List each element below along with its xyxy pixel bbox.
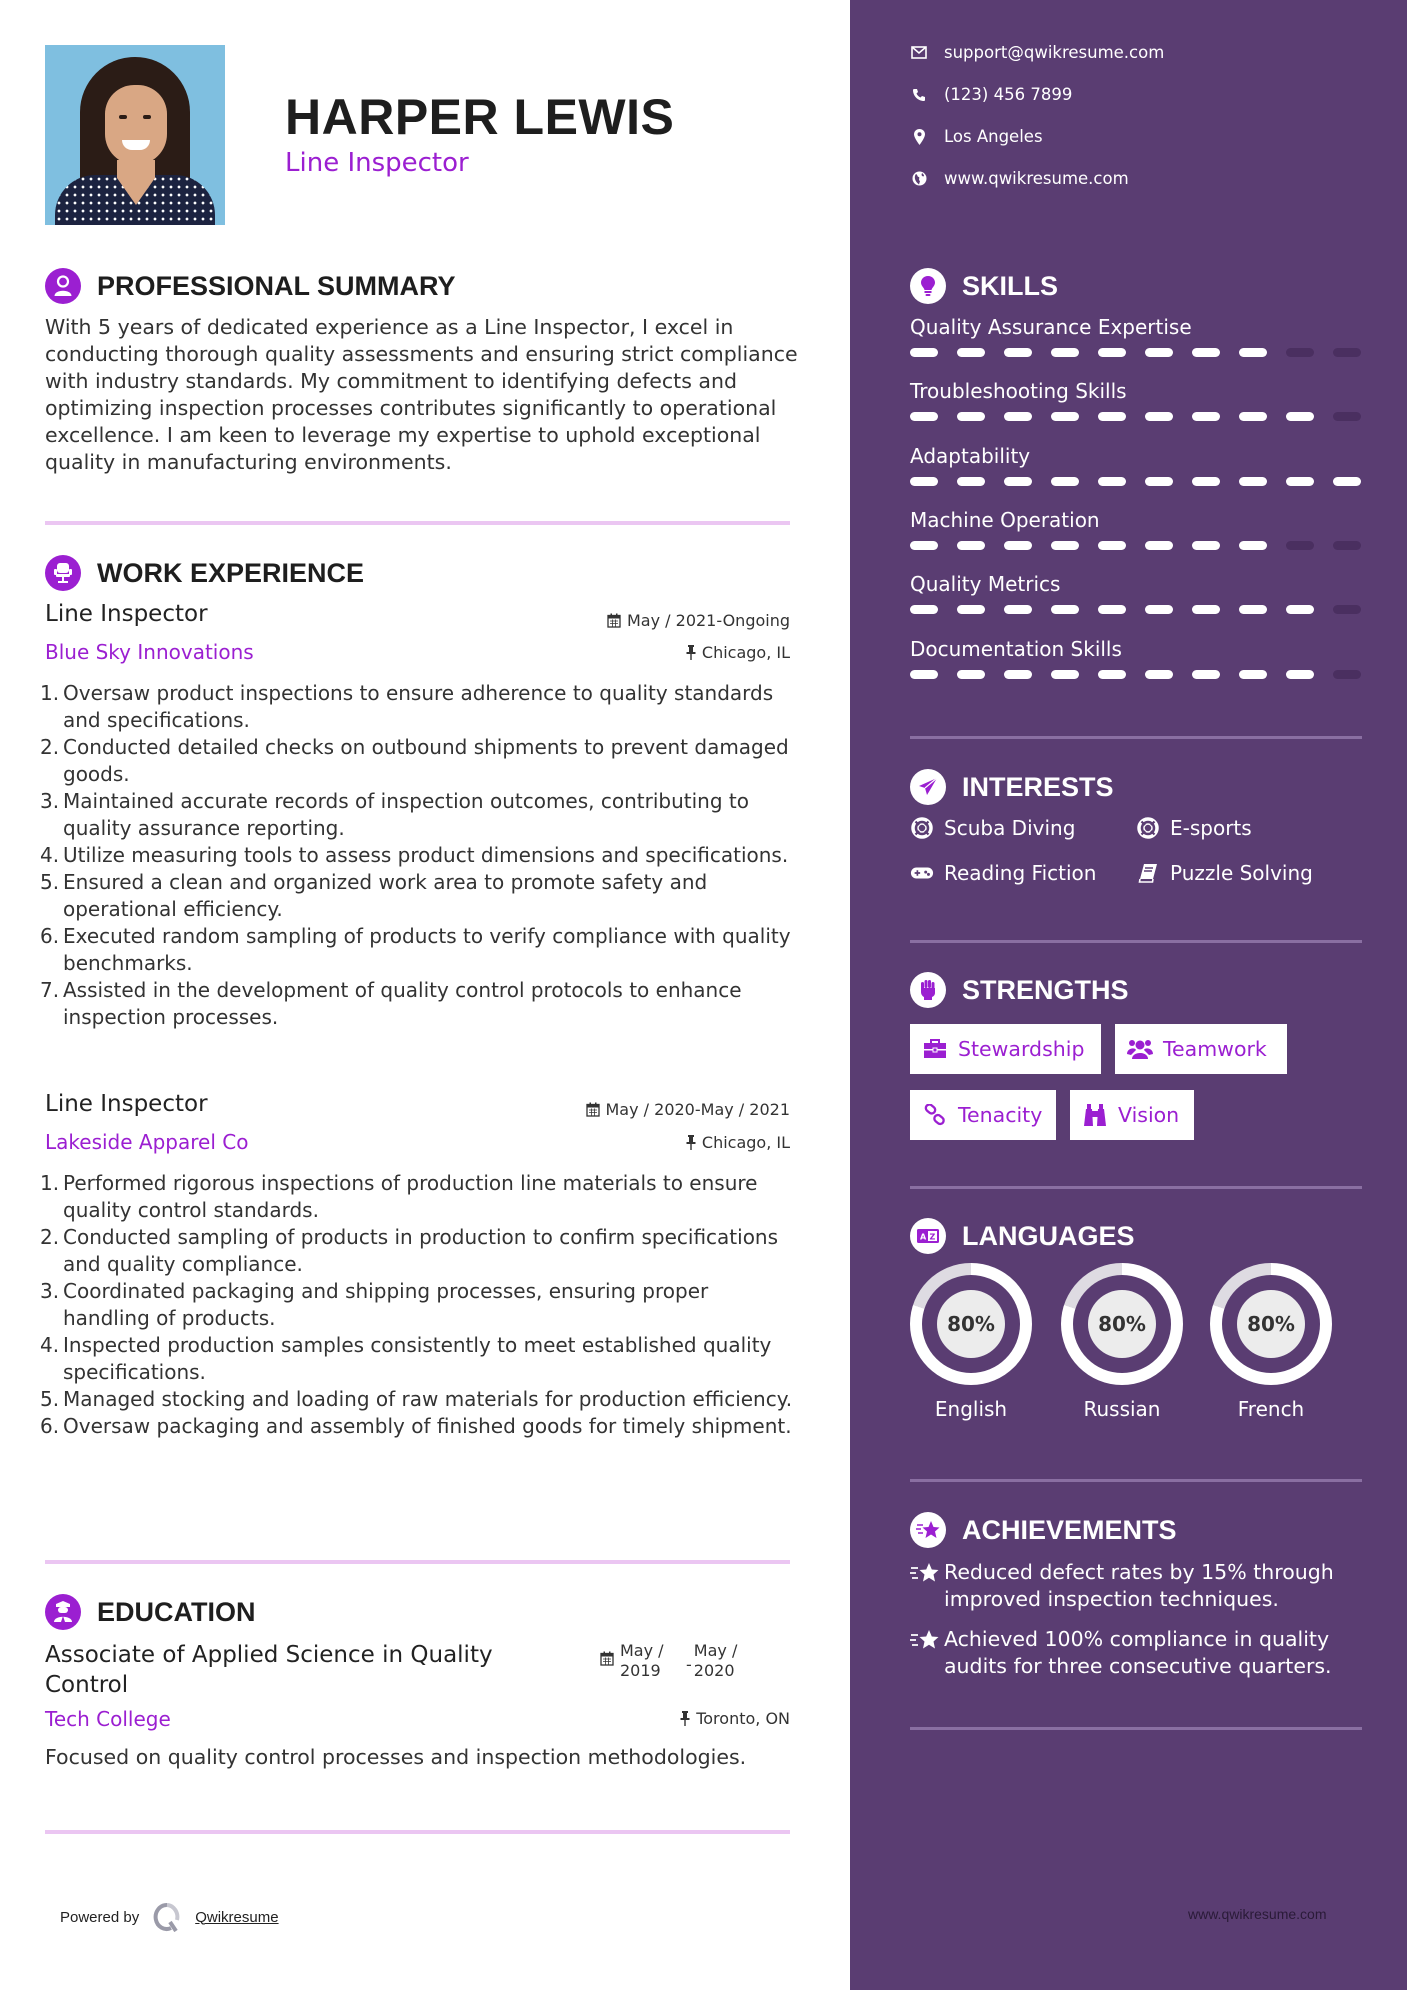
bullet-item: 1. Oversaw product inspections to ensure adherence to quality standards and specifications. <box>40 681 774 732</box>
raised-fist-icon <box>910 972 946 1008</box>
skill-rating <box>910 412 1362 421</box>
interest-item: Puzzle Solving <box>1136 861 1313 885</box>
degree-name: Associate of Applied Science in Quality Control <box>45 1642 493 1698</box>
section-divider <box>45 1560 790 1564</box>
skill-item: Adaptability <box>910 444 1362 486</box>
interests-heading <box>910 769 1114 805</box>
bullet-item: 1. Performed rigorous inspections of production line materials to ensure quality control standards. <box>40 1171 758 1222</box>
education-title: EDUCATION <box>97 1596 256 1627</box>
bullet-item: 6. Executed random sampling of products to verify compliance with quality benchmarks. <box>40 924 791 975</box>
candidate-title: Line Inspector <box>285 148 469 178</box>
achievement-item: Achieved 100% compliance in quality audits for three consecutive quarters. <box>910 1626 1370 1680</box>
strength-chip: Stewardship <box>910 1024 1101 1074</box>
skill-rating <box>910 541 1362 550</box>
interests-title: INTERESTS <box>962 771 1114 802</box>
lightbulb-icon <box>910 268 946 304</box>
section-divider <box>45 1830 790 1834</box>
translate-icon <box>910 1218 946 1254</box>
briefcase-icon <box>922 1037 948 1061</box>
paper-plane-icon <box>910 769 946 805</box>
shooting-star-icon <box>910 1626 944 1680</box>
skill-rating <box>910 670 1362 679</box>
strength-chip: Tenacity <box>910 1090 1056 1140</box>
bullet-item: 3. Coordinated packaging and shipping processes, ensuring proper handling of products. <box>40 1279 709 1330</box>
svg-text:Z: Z <box>929 1232 936 1242</box>
job-dates-text: May / 2020-May / 2021 <box>605 1100 790 1119</box>
bullet-item: 4. Inspected production samples consistently to meet established quality specifications. <box>40 1333 772 1384</box>
languages-heading <box>910 1218 1135 1254</box>
candidate-name: HARPER LEWIS <box>285 89 675 145</box>
interest-item: Reading Fiction <box>910 861 1096 885</box>
school-name: Tech College <box>45 1707 171 1731</box>
contact-location: Los Angeles <box>910 127 1043 146</box>
language-progress-ring: 80% <box>910 1263 1032 1385</box>
shooting-star-icon <box>910 1512 946 1548</box>
bullet-item: 2. Conducted sampling of products in production to confirm specifications and quality compliance. <box>40 1225 779 1276</box>
language-progress-ring: 80% <box>1210 1263 1332 1385</box>
calendar-icon <box>600 1651 614 1666</box>
language-progress-ring: 80% <box>1061 1263 1183 1385</box>
job-bullets <box>40 680 800 1031</box>
globe-icon <box>910 170 928 188</box>
map-marker-icon <box>910 128 928 146</box>
skill-rating <box>910 605 1362 614</box>
profile-photo <box>45 45 225 225</box>
job-dates-text: May / 2021-Ongoing <box>627 611 790 630</box>
bullet-item: 2. Conducted detailed checks on outbound shipments to prevent damaged goods. <box>40 735 789 786</box>
bullet-item: 4. Utilize measuring tools to assess product dimensions and specifications. <box>40 843 789 867</box>
binoculars-icon <box>1082 1103 1108 1127</box>
link-icon <box>922 1103 948 1127</box>
strength-chip: Vision <box>1070 1090 1194 1140</box>
bullet-item: 6. Oversaw packaging and assembly of finished goods for timely shipment. <box>40 1414 792 1438</box>
phone-icon <box>910 86 928 104</box>
job-location-text: Chicago, IL <box>701 1133 790 1152</box>
job-location-text: Chicago, IL <box>701 643 790 662</box>
experience-heading <box>45 555 364 591</box>
education-location-text: Toronto, ON <box>696 1709 790 1728</box>
language-item: 80% English <box>910 1263 1032 1421</box>
section-divider <box>45 521 790 525</box>
bullet-item: 5. Managed stocking and loading of raw materials for production efficiency. <box>40 1387 793 1411</box>
language-item: 80% French <box>1210 1263 1332 1421</box>
powered-by <box>60 1902 279 1932</box>
interest-item: Scuba Diving <box>910 816 1075 840</box>
achievements-title: ACHIEVEMENTS <box>962 1514 1177 1545</box>
strength-chip: Teamwork <box>1115 1024 1287 1074</box>
achievements-heading <box>910 1512 1177 1548</box>
shooting-star-icon <box>910 1559 944 1613</box>
contact-email: support@qwikresume.com <box>910 43 1164 62</box>
education-heading <box>45 1594 256 1630</box>
section-divider <box>910 736 1362 739</box>
job-location <box>686 1133 790 1152</box>
bullet-item: 5. Ensured a clean and organized work area to promote safety and operational efficiency. <box>40 870 708 921</box>
skill-item: Documentation Skills <box>910 637 1362 679</box>
users-icon <box>1127 1037 1153 1061</box>
powered-by-label: Powered by <box>60 1908 140 1926</box>
calendar-icon <box>607 613 621 628</box>
envelope-icon <box>910 44 928 62</box>
section-divider <box>910 940 1362 943</box>
company-name: Blue Sky Innovations <box>45 640 254 664</box>
office-chair-icon <box>45 555 81 591</box>
summary-heading <box>45 268 456 304</box>
graduate-icon <box>45 1594 81 1630</box>
skills-heading <box>910 268 1058 304</box>
achievement-item: Reduced defect rates by 15% through improved inspection techniques. <box>910 1559 1370 1613</box>
pin-icon <box>680 1711 690 1726</box>
interest-item: E-sports <box>1136 816 1252 840</box>
bullet-item: 3. Maintained accurate records of inspection outcomes, contributing to quality assurance reporting. <box>40 789 749 840</box>
contact-website: www.qwikresume.com <box>910 169 1129 188</box>
summary-text: With 5 years of dedicated experience as a Line Inspector, I excel in conducting thorough quality assessments and ensuring strict compliance with industry standards. My commitment to identifying defects and optimizing inspection processes contributes significantly to operational excellence. I am keen to leverage my expertise to uphold exceptional quality in manufacturing environments. <box>45 315 798 474</box>
language-item: 80% Russian <box>1061 1263 1183 1421</box>
section-divider <box>910 1479 1362 1482</box>
pin-icon <box>686 645 696 660</box>
skill-item: Quality Metrics <box>910 572 1362 614</box>
bullet-item: 7. Assisted in the development of quality control protocols to enhance inspection processes. <box>40 978 742 1029</box>
calendar-icon <box>586 1102 600 1117</box>
qwikresume-link[interactable]: Qwikresume <box>195 1908 279 1926</box>
job-dates <box>586 1100 791 1119</box>
job-location <box>686 643 790 662</box>
strengths-title: STRENGTHS <box>962 974 1129 1005</box>
lifebuoy-icon <box>910 816 934 840</box>
languages-title: LANGUAGES <box>962 1220 1135 1251</box>
svg-text:A: A <box>920 1232 927 1242</box>
education-location <box>680 1709 790 1728</box>
company-name: Lakeside Apparel Co <box>45 1130 249 1154</box>
lifebuoy-icon <box>1136 816 1160 840</box>
footer-website[interactable]: www.qwikresume.com <box>1188 1906 1327 1922</box>
job-bullets <box>40 1170 800 1440</box>
skill-item: Quality Assurance Expertise <box>910 315 1362 357</box>
section-divider <box>910 1727 1362 1730</box>
skill-rating <box>910 477 1362 486</box>
skill-item: Machine Operation <box>910 508 1362 550</box>
qwikresume-logo-icon <box>153 1902 181 1932</box>
education-description: Focused on quality control processes and inspection methodologies. <box>45 1745 747 1769</box>
experience-title: WORK EXPERIENCE <box>97 557 365 588</box>
job-dates <box>607 611 790 630</box>
book-icon <box>1136 861 1160 885</box>
contact-phone: (123) 456 7899 <box>910 85 1072 104</box>
summary-title: PROFESSIONAL SUMMARY <box>97 270 456 301</box>
education-dates: May / 2019 - May / 2020 <box>600 1641 737 1681</box>
job-title: Line Inspector <box>45 1091 208 1117</box>
pin-icon <box>686 1135 696 1150</box>
gamepad-icon <box>910 861 934 885</box>
skill-rating <box>910 348 1362 357</box>
skill-item: Troubleshooting Skills <box>910 379 1362 421</box>
job-title: Line Inspector <box>45 601 208 627</box>
strengths-heading <box>910 972 1129 1008</box>
user-icon <box>45 268 81 304</box>
skills-title: SKILLS <box>962 270 1059 301</box>
section-divider <box>910 1186 1362 1189</box>
